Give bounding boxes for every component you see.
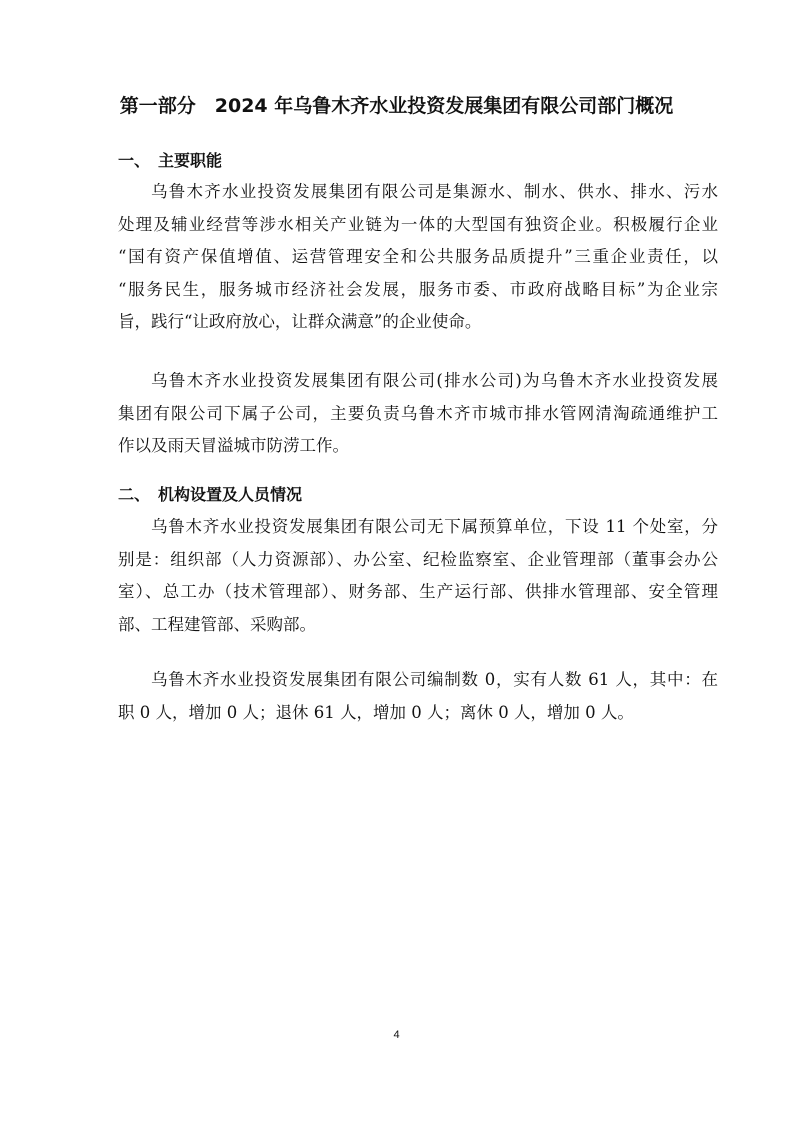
paragraph-line: 乌鲁木齐水业投资发展集团有限公司是集源水、制水、供水、排水、污水 <box>151 182 718 201</box>
paragraph-line: 室）、总工办（技术管理部）、财务部、生产运行部、供排水管理部、安全管理 <box>118 582 718 601</box>
paragraph-line: “国有资产保值增值、运营管理安全和公共服务品质提升”三重企业责任，以 <box>118 247 718 266</box>
page-title: 第一部分 2024 年乌鲁木齐水业投资发展集团有限公司部门概况 <box>119 95 674 117</box>
paragraph-line: 乌鲁木齐水业投资发展集团有限公司编制数 0，实有人数 61 人，其中：在 <box>151 670 718 689</box>
section-heading-organization-staff: 二、 机构设置及人员情况 <box>118 485 303 504</box>
paragraph-drainage-subsidiary <box>118 365 718 463</box>
paragraph-line: 乌鲁木齐水业投资发展集团有限公司无下属预算单位，下设 11 个处室，分 <box>151 517 718 536</box>
paragraph-line: 处理及辅业经营等涉水相关产业链为一体的大型国有独资企业。积极履行企业 <box>118 214 718 234</box>
paragraph-line: 别是：组织部（人力资源部）、办公室、纪检监察室、企业管理部（董事会办公 <box>118 549 718 569</box>
paragraph-line: 集团有限公司下属子公司，主要负责乌鲁木齐市城市排水管网清淘疏通维护工 <box>118 403 718 423</box>
paragraph-company-functions <box>118 176 718 339</box>
page-number: 4 <box>393 1029 400 1041</box>
paragraph-departments <box>118 511 718 641</box>
paragraph-staffing <box>118 664 718 729</box>
paragraph-line: 作以及雨天冒溢城市防涝工作。 <box>118 436 349 455</box>
section-heading-main-functions: 一、 主要职能 <box>118 151 223 170</box>
paragraph-line: 乌鲁木齐水业投资发展集团有限公司(排水公司)为乌鲁木齐水业投资发展 <box>151 371 718 390</box>
paragraph-line: 职 0 人，增加 0 人；退休 61 人，增加 0 人；离休 0 人，增加 0 人。 <box>118 702 634 722</box>
paragraph-line: 部、工程建管部、采购部。 <box>118 614 316 634</box>
paragraph-line: 旨，践行“让政府放心，让群众满意”的企业使命。 <box>118 312 482 331</box>
paragraph-line: “服务民生，服务城市经济社会发展，服务市委、市政府战略目标”为企业宗 <box>118 279 718 299</box>
